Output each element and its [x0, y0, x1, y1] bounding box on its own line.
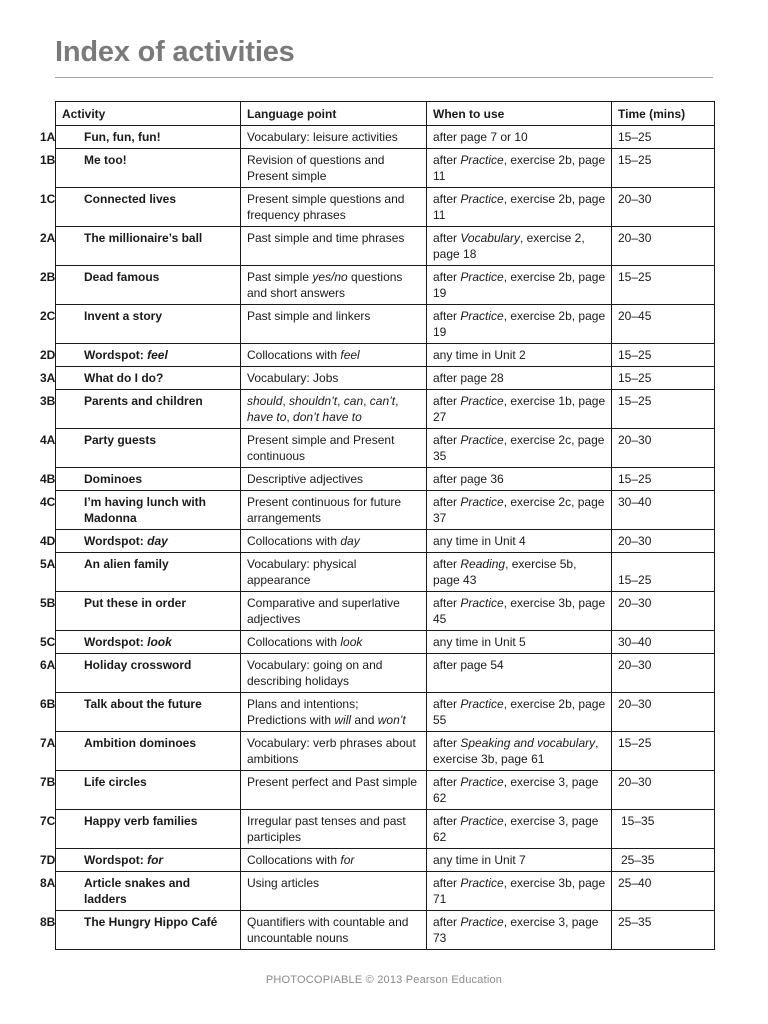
- language-point-cell: [241, 872, 427, 911]
- activity-cell: [40, 188, 241, 227]
- activity-cell: [40, 849, 241, 872]
- language-point-text: Vocabulary: Jobs: [247, 371, 339, 385]
- language-point-text: Present simple and Present continuous: [247, 433, 395, 463]
- activity-name-keyword: for: [147, 853, 164, 867]
- activity-code: 6B: [40, 697, 56, 711]
- activity-code: 4A: [40, 433, 56, 447]
- when-to-use-text: after: [433, 736, 461, 750]
- table-row: [56, 491, 715, 530]
- activity-name: Article snakes and ladders: [84, 876, 191, 906]
- activity-name: Life circles: [84, 775, 147, 789]
- language-point-text: have to: [247, 410, 287, 424]
- when-to-use-text: Reading: [460, 557, 506, 571]
- when-to-use-text: after: [433, 270, 461, 284]
- when-to-use-text: , exercise 3b, page 71: [433, 876, 606, 906]
- when-to-use-text: after: [433, 775, 461, 789]
- when-to-use-text: after page 7 or 10: [433, 130, 528, 144]
- table-row: [56, 429, 715, 468]
- time-cell: 30–40: [612, 491, 715, 530]
- when-to-use-text: after page 54: [433, 658, 504, 672]
- when-to-use-cell: [427, 429, 612, 468]
- activity-name-keyword: day: [147, 534, 168, 548]
- language-point-cell: [241, 693, 427, 732]
- activity-name: Connected lives: [84, 192, 177, 206]
- activity-code: 8A: [40, 876, 56, 890]
- activity-cell: [40, 553, 241, 592]
- when-to-use-text: after: [433, 557, 461, 571]
- language-point-cell: [241, 849, 427, 872]
- when-to-use-cell: [427, 367, 612, 390]
- activity-name: Dominoes: [84, 472, 143, 486]
- activity-cell: [40, 390, 241, 429]
- when-to-use-text: , exercise 3b, page 45: [433, 596, 606, 626]
- language-point-text: Vocabulary: physical appearance: [247, 557, 357, 587]
- activity-cell: [40, 126, 241, 149]
- when-to-use-text: , exercise 3, page 62: [433, 775, 599, 805]
- time-cell: 15–25: [612, 266, 715, 305]
- activity-name-keyword: feel: [147, 348, 168, 362]
- when-to-use-text: , exercise 2c, page 37: [433, 495, 605, 525]
- when-to-use-cell: [427, 344, 612, 367]
- time-cell: 15–25: [612, 468, 715, 491]
- table-row: [56, 188, 715, 227]
- activity-name: Put these in order: [84, 596, 187, 610]
- when-to-use-cell: [427, 849, 612, 872]
- activity-code: 7D: [40, 853, 56, 867]
- activity-code: 3B: [40, 394, 56, 408]
- when-to-use-text: Practice: [460, 153, 504, 167]
- language-point-text: Comparative and superlative adjectives: [247, 596, 400, 626]
- activity-code: 7C: [40, 814, 56, 828]
- table-row: [56, 732, 715, 771]
- language-point-text: Quantifiers with countable and uncountable nouns: [247, 915, 409, 945]
- activity-code: 7A: [40, 736, 56, 750]
- language-point-text: and: [351, 713, 378, 727]
- activity-code: 1C: [40, 192, 56, 206]
- time-cell: 20–30: [612, 592, 715, 631]
- language-point-text: Present continuous for future arrangements: [247, 495, 402, 525]
- when-to-use-text: after: [433, 231, 461, 245]
- header-time: Time (mins): [612, 102, 715, 126]
- when-to-use-cell: [427, 126, 612, 149]
- table-row: [56, 305, 715, 344]
- time-cell: 15–25: [612, 553, 715, 592]
- activity-cell: [40, 872, 241, 911]
- language-point-cell: [241, 654, 427, 693]
- when-to-use-text: , exercise 2c, page 35: [433, 433, 605, 463]
- activity-cell: [40, 227, 241, 266]
- time-cell: 15–25: [612, 344, 715, 367]
- table-row: [56, 468, 715, 491]
- table-row: [56, 810, 715, 849]
- activity-cell: [40, 344, 241, 367]
- table-row: [56, 126, 715, 149]
- language-point-text: Collocations with: [247, 348, 341, 362]
- activity-name: Me too!: [84, 153, 127, 167]
- activity-cell: [40, 911, 241, 950]
- language-point-cell: [241, 188, 427, 227]
- activity-cell: [40, 771, 241, 810]
- when-to-use-text: , exercise 2b, page 55: [433, 697, 606, 727]
- time-cell: 20–30: [612, 693, 715, 732]
- language-point-cell: [241, 390, 427, 429]
- activity-name: Holiday crossword: [84, 658, 192, 672]
- language-point-text: will: [334, 713, 352, 727]
- language-point-text: ,: [395, 394, 399, 408]
- when-to-use-text: Practice: [460, 876, 504, 890]
- when-to-use-text: any time in Unit 4: [433, 534, 526, 548]
- language-point-cell: [241, 911, 427, 950]
- language-point-cell: [241, 126, 427, 149]
- language-point-text: won’t: [377, 713, 406, 727]
- activity-code: 1B: [40, 153, 56, 167]
- activity-cell: [40, 491, 241, 530]
- activity-code: 3A: [40, 371, 56, 385]
- when-to-use-cell: [427, 149, 612, 188]
- activity-name: Happy verb families: [84, 814, 198, 828]
- language-point-text: shouldn’t: [289, 394, 338, 408]
- language-point-cell: [241, 732, 427, 771]
- activity-name: Parents and children: [84, 394, 203, 408]
- when-to-use-text: after: [433, 192, 461, 206]
- language-point-text: ,: [286, 410, 294, 424]
- activity-name-keyword: look: [147, 635, 172, 649]
- table-row: [56, 631, 715, 654]
- table-body: [40, 126, 715, 950]
- language-point-cell: [241, 429, 427, 468]
- time-cell: 15–25: [612, 732, 715, 771]
- language-point-text: don’t have to: [293, 410, 362, 424]
- language-point-text: Past simple: [247, 270, 313, 284]
- when-to-use-cell: [427, 227, 612, 266]
- activity-name: Talk about the future: [84, 697, 202, 711]
- when-to-use-cell: [427, 911, 612, 950]
- when-to-use-text: any time in Unit 7: [433, 853, 526, 867]
- when-to-use-cell: [427, 693, 612, 732]
- activity-code: 6A: [40, 658, 56, 672]
- when-to-use-text: after: [433, 309, 461, 323]
- when-to-use-text: Practice: [460, 775, 504, 789]
- when-to-use-text: , exercise 5b, page 43: [433, 557, 577, 587]
- activity-cell: [40, 305, 241, 344]
- when-to-use-text: after page 36: [433, 472, 504, 486]
- table-header: [56, 102, 715, 126]
- when-to-use-cell: [427, 654, 612, 693]
- time-cell: 20–30: [612, 530, 715, 553]
- activity-cell: [40, 693, 241, 732]
- activity-cell: [40, 631, 241, 654]
- activity-code: 4C: [40, 495, 56, 509]
- table-row: [56, 654, 715, 693]
- activity-cell: [40, 810, 241, 849]
- activity-code: 2A: [40, 231, 56, 245]
- when-to-use-text: after page 28: [433, 371, 504, 385]
- when-to-use-text: any time in Unit 5: [433, 635, 526, 649]
- when-to-use-cell: [427, 266, 612, 305]
- time-cell: 15–35: [612, 810, 715, 849]
- time-cell: 25–40: [612, 872, 715, 911]
- when-to-use-text: after: [433, 915, 461, 929]
- copyright-footer: PHOTOCOPIABLE © 2013 Pearson Education: [265, 974, 503, 986]
- when-to-use-cell: [427, 390, 612, 429]
- when-to-use-text: Speaking and vocabulary: [460, 736, 596, 750]
- when-to-use-text: , exercise 3, page 62: [433, 814, 599, 844]
- language-point-cell: [241, 592, 427, 631]
- activity-name: Wordspot:: [84, 348, 148, 362]
- when-to-use-text: Practice: [460, 596, 504, 610]
- when-to-use-text: , exercise 2, page 18: [433, 231, 585, 261]
- language-point-cell: [241, 468, 427, 491]
- when-to-use-cell: [427, 305, 612, 344]
- activity-cell: [40, 266, 241, 305]
- language-point-text: Present simple questions and frequency phrases: [247, 192, 405, 222]
- when-to-use-text: Practice: [460, 814, 504, 828]
- when-to-use-text: after: [433, 596, 461, 610]
- time-cell: 25–35: [612, 911, 715, 950]
- language-point-text: Past simple and time phrases: [247, 231, 405, 245]
- time-cell: 25–35: [612, 849, 715, 872]
- when-to-use-text: , exercise 2b, page 11: [433, 192, 606, 222]
- when-to-use-cell: [427, 872, 612, 911]
- language-point-text: day: [340, 534, 360, 548]
- table-row: [56, 367, 715, 390]
- time-cell: 15–25: [612, 126, 715, 149]
- activity-code: 2B: [40, 270, 56, 284]
- language-point-text: ,: [337, 394, 344, 408]
- language-point-text: Vocabulary: going on and describing holidays: [247, 658, 383, 688]
- table-row: [56, 344, 715, 367]
- language-point-text: feel: [340, 348, 360, 362]
- language-point-text: can’t: [369, 394, 396, 408]
- language-point-text: Revision of questions and Present simple: [247, 153, 385, 183]
- table-row: [56, 849, 715, 872]
- table-row: [56, 911, 715, 950]
- header-row: [56, 102, 715, 126]
- activity-cell: [40, 732, 241, 771]
- activity-cell: [40, 468, 241, 491]
- language-point-text: Vocabulary: verb phrases about ambitions: [247, 736, 416, 766]
- time-cell: 15–25: [612, 390, 715, 429]
- language-point-text: Collocations with: [247, 534, 341, 548]
- header-when-to-use: When to use: [427, 102, 612, 126]
- when-to-use-cell: [427, 771, 612, 810]
- time-cell: 30–40: [612, 631, 715, 654]
- language-point-text: can: [343, 394, 364, 408]
- language-point-text: Using articles: [247, 876, 320, 890]
- table-row: [56, 872, 715, 911]
- time-cell: 20–30: [612, 429, 715, 468]
- table-row: [56, 693, 715, 732]
- when-to-use-text: , exercise 2b, page 19: [433, 309, 606, 339]
- language-point-cell: [241, 530, 427, 553]
- table-row: [56, 553, 715, 592]
- language-point-text: Past simple and linkers: [247, 309, 371, 323]
- activity-code: 4B: [40, 472, 56, 486]
- when-to-use-text: , exercise 1b, page 27: [433, 394, 606, 424]
- activity-cell: [40, 530, 241, 553]
- when-to-use-text: after: [433, 394, 461, 408]
- when-to-use-cell: [427, 530, 612, 553]
- when-to-use-text: Practice: [460, 309, 504, 323]
- when-to-use-text: , exercise 3, page 73: [433, 915, 599, 945]
- table-row: [56, 530, 715, 553]
- language-point-cell: [241, 367, 427, 390]
- time-cell: 15–25: [612, 367, 715, 390]
- language-point-text: Vocabulary: leisure activities: [247, 130, 398, 144]
- language-point-cell: [241, 266, 427, 305]
- when-to-use-text: any time in Unit 2: [433, 348, 526, 362]
- activity-name: The millionaire’s ball: [84, 231, 203, 245]
- language-point-text: Irregular past tenses and past participles: [247, 814, 406, 844]
- language-point-cell: [241, 344, 427, 367]
- when-to-use-cell: [427, 732, 612, 771]
- when-to-use-text: Practice: [460, 192, 504, 206]
- activity-name: An alien family: [84, 557, 169, 571]
- language-point-text: questions and short answers: [247, 270, 403, 300]
- when-to-use-text: Practice: [460, 394, 504, 408]
- when-to-use-text: after: [433, 153, 461, 167]
- language-point-cell: [241, 771, 427, 810]
- language-point-cell: [241, 631, 427, 654]
- activity-code: 5B: [40, 596, 56, 610]
- when-to-use-text: Vocabulary: [460, 231, 520, 245]
- activity-name: Party guests: [84, 433, 157, 447]
- activity-name: The Hungry Hippo Café: [84, 915, 218, 929]
- language-point-text: yes/no: [312, 270, 348, 284]
- table-row: [56, 771, 715, 810]
- time-cell: 20–30: [612, 654, 715, 693]
- language-point-text: for: [340, 853, 355, 867]
- when-to-use-cell: [427, 468, 612, 491]
- activity-name: Wordspot:: [84, 635, 148, 649]
- header-activity: Activity: [56, 102, 241, 126]
- language-point-cell: [241, 149, 427, 188]
- when-to-use-text: , exercise 2b, page 11: [433, 153, 606, 183]
- table-row: [56, 149, 715, 188]
- when-to-use-cell: [427, 188, 612, 227]
- activity-name: Wordspot:: [84, 534, 148, 548]
- when-to-use-text: Practice: [460, 270, 504, 284]
- header-language-point: Language point: [241, 102, 427, 126]
- page-title: Index of activities: [55, 36, 295, 68]
- table-row: [56, 266, 715, 305]
- when-to-use-text: Practice: [460, 433, 504, 447]
- time-cell: 20–30: [612, 771, 715, 810]
- when-to-use-text: Practice: [460, 915, 504, 929]
- activity-name: Invent a story: [84, 309, 163, 323]
- activity-code: 1A: [40, 130, 56, 144]
- activity-cell: [40, 592, 241, 631]
- activity-code: 8B: [40, 915, 56, 929]
- activity-cell: [40, 654, 241, 693]
- activity-cell: [40, 429, 241, 468]
- activity-code: 2C: [40, 309, 56, 323]
- when-to-use-cell: [427, 491, 612, 530]
- language-point-text: Plans and intentions; Predictions with: [247, 697, 359, 727]
- title-divider: [55, 77, 713, 78]
- when-to-use-text: Practice: [460, 495, 504, 509]
- language-point-cell: [241, 553, 427, 592]
- activity-cell: [40, 149, 241, 188]
- time-cell: 20–30: [612, 188, 715, 227]
- language-point-cell: [241, 491, 427, 530]
- when-to-use-text: after: [433, 697, 461, 711]
- language-point-cell: [241, 810, 427, 849]
- when-to-use-text: , exercise 3b, page 61: [433, 736, 599, 766]
- activity-name: What do I do?: [84, 371, 164, 385]
- language-point-text: Present perfect and Past simple: [247, 775, 418, 789]
- when-to-use-cell: [427, 592, 612, 631]
- activity-cell: [40, 367, 241, 390]
- when-to-use-cell: [427, 810, 612, 849]
- activity-code: 4D: [40, 534, 56, 548]
- language-point-text: Descriptive adjectives: [247, 472, 364, 486]
- activity-code: 7B: [40, 775, 56, 789]
- table-row: [56, 227, 715, 266]
- when-to-use-text: Practice: [460, 697, 504, 711]
- activity-name: Dead famous: [84, 270, 160, 284]
- when-to-use-text: after: [433, 433, 461, 447]
- when-to-use-text: after: [433, 495, 461, 509]
- when-to-use-text: after: [433, 876, 461, 890]
- when-to-use-text: , exercise 2b, page 19: [433, 270, 606, 300]
- time-cell: 15–25: [612, 149, 715, 188]
- language-point-cell: [241, 305, 427, 344]
- time-cell: 20–30: [612, 227, 715, 266]
- language-point-text: Collocations with: [247, 853, 341, 867]
- language-point-text: Collocations with: [247, 635, 341, 649]
- activity-name: Fun, fun, fun!: [84, 130, 161, 144]
- when-to-use-cell: [427, 553, 612, 592]
- activities-table: [40, 101, 715, 950]
- language-point-text: ,: [363, 394, 370, 408]
- when-to-use-cell: [427, 631, 612, 654]
- table-row: [56, 390, 715, 429]
- activity-name: I’m having lunch with Madonna: [84, 495, 207, 525]
- activity-code: 2D: [40, 348, 56, 362]
- time-cell: 20–45: [612, 305, 715, 344]
- activity-name: Wordspot:: [84, 853, 148, 867]
- language-point-text: ,: [282, 394, 290, 408]
- language-point-text: should: [247, 394, 283, 408]
- when-to-use-text: after: [433, 814, 461, 828]
- table-row: [56, 592, 715, 631]
- activity-name: Ambition dominoes: [84, 736, 196, 750]
- activity-code: 5C: [40, 635, 56, 649]
- language-point-cell: [241, 227, 427, 266]
- language-point-text: look: [340, 635, 363, 649]
- activity-code: 5A: [40, 557, 56, 571]
